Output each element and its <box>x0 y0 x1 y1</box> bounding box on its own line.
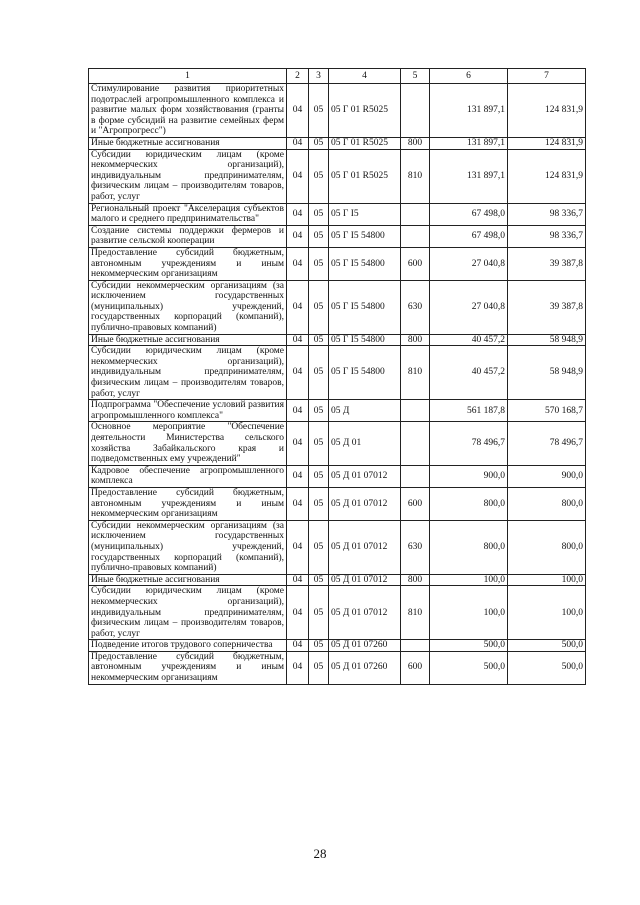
column-header-2: 2 <box>287 69 309 84</box>
row-amount-year-2: 500,0 <box>508 640 586 652</box>
column-header-7: 7 <box>508 69 586 84</box>
row-amount-year-1: 40 457,2 <box>430 346 508 400</box>
row-subsection: 05 <box>309 651 329 684</box>
table-body <box>89 84 586 685</box>
row-amount-year-1: 500,0 <box>430 640 508 652</box>
row-amount-year-2: 124 831,9 <box>508 137 586 149</box>
row-amount-year-1: 131 897,1 <box>430 137 508 149</box>
row-amount-year-1: 800,0 <box>430 487 508 520</box>
row-section: 04 <box>287 137 309 149</box>
row-section: 04 <box>287 225 309 247</box>
table-row <box>89 520 586 574</box>
row-expense-type: 810 <box>401 346 430 400</box>
row-name: Подведение итогов трудового соперничества <box>89 640 287 652</box>
row-amount-year-2: 39 387,8 <box>508 247 586 280</box>
row-target-article: 05 Д 01 07012 <box>329 487 401 520</box>
row-section: 04 <box>287 203 309 225</box>
column-header-4: 4 <box>329 69 401 84</box>
row-section: 04 <box>287 334 309 346</box>
row-amount-year-2: 98 336,7 <box>508 203 586 225</box>
row-amount-year-1: 27 040,8 <box>430 247 508 280</box>
row-name: Предоставление субсидий бюджетным, автономным учреждениям и иным некоммерческим организациям <box>89 487 287 520</box>
row-target-article: 05 Г I5 54800 <box>329 334 401 346</box>
table-row <box>89 586 586 640</box>
page-number: 28 <box>313 846 327 861</box>
row-amount-year-1: 900,0 <box>430 465 508 487</box>
row-name: Иные бюджетные ассигнования <box>89 334 287 346</box>
budget-table <box>88 68 586 685</box>
row-expense-type <box>401 84 430 138</box>
row-subsection: 05 <box>309 137 329 149</box>
column-header-6: 6 <box>430 69 508 84</box>
row-name: Кадровое обеспечение агропромышленного комплекса <box>89 465 287 487</box>
row-expense-type: 810 <box>401 149 430 203</box>
row-amount-year-2: 800,0 <box>508 487 586 520</box>
row-section: 04 <box>287 422 309 465</box>
row-target-article: 05 Д 01 <box>329 422 401 465</box>
row-expense-type: 600 <box>401 247 430 280</box>
row-target-article: 05 Д 01 07012 <box>329 586 401 640</box>
table-row <box>89 334 586 346</box>
row-target-article: 05 Г 01 R5025 <box>329 137 401 149</box>
row-amount-year-1: 78 496,7 <box>430 422 508 465</box>
column-header-3: 3 <box>309 69 329 84</box>
table-row <box>89 149 586 203</box>
table-row <box>89 247 586 280</box>
row-expense-type: 630 <box>401 520 430 574</box>
row-subsection: 05 <box>309 520 329 574</box>
row-subsection: 05 <box>309 84 329 138</box>
row-subsection: 05 <box>309 574 329 586</box>
row-expense-type <box>401 640 430 652</box>
row-name: Предоставление субсидий бюджетным, автономным учреждениям и иным некоммерческим организациям <box>89 247 287 280</box>
row-amount-year-1: 100,0 <box>430 574 508 586</box>
table-row <box>89 280 586 334</box>
row-name: Субсидии юридическим лицам (кроме некоммерческих организаций), индивидуальным предпринимателям, физическим лицам – производителям товаров, работ, услуг <box>89 149 287 203</box>
row-amount-year-1: 131 897,1 <box>430 84 508 138</box>
row-section: 04 <box>287 84 309 138</box>
row-subsection: 05 <box>309 346 329 400</box>
row-section: 04 <box>287 640 309 652</box>
row-amount-year-2: 100,0 <box>508 586 586 640</box>
table-row <box>89 400 586 422</box>
row-section: 04 <box>287 574 309 586</box>
row-target-article: 05 Г I5 54800 <box>329 247 401 280</box>
row-amount-year-2: 58 948,9 <box>508 334 586 346</box>
row-target-article: 05 Г I5 54800 <box>329 280 401 334</box>
column-header-1: 1 <box>89 69 287 84</box>
row-expense-type: 630 <box>401 280 430 334</box>
row-subsection: 05 <box>309 203 329 225</box>
column-header-5: 5 <box>401 69 430 84</box>
table-row <box>89 651 586 684</box>
table-row <box>89 225 586 247</box>
row-target-article: 05 Г 01 R5025 <box>329 84 401 138</box>
row-expense-type <box>401 465 430 487</box>
table-row <box>89 487 586 520</box>
row-amount-year-2: 58 948,9 <box>508 346 586 400</box>
row-name: Региональный проект "Акселерация субъектов малого и среднего предпринимательства" <box>89 203 287 225</box>
row-section: 04 <box>287 280 309 334</box>
row-name: Субсидии юридическим лицам (кроме некоммерческих организаций), индивидуальным предпринимателям, физическим лицам – производителям товаров, работ, услуг <box>89 346 287 400</box>
row-target-article: 05 Г I5 54800 <box>329 346 401 400</box>
row-expense-type <box>401 225 430 247</box>
row-subsection: 05 <box>309 247 329 280</box>
row-target-article: 05 Г I5 <box>329 203 401 225</box>
table-row <box>89 346 586 400</box>
table-row <box>89 84 586 138</box>
row-amount-year-1: 561 187,8 <box>430 400 508 422</box>
row-section: 04 <box>287 487 309 520</box>
row-target-article: 05 Д 01 07260 <box>329 651 401 684</box>
row-name: Субсидии юридическим лицам (кроме некоммерческих организаций), индивидуальным предпринимателям, физическим лицам – производителям товаров, работ, услуг <box>89 586 287 640</box>
row-subsection: 05 <box>309 400 329 422</box>
row-expense-type <box>401 400 430 422</box>
row-section: 04 <box>287 247 309 280</box>
row-name: Субсидии некоммерческим организациям (за исключением государственных (муниципальных) учреждений, государственных корпораций (компаний), публично-правовых компаний) <box>89 520 287 574</box>
row-expense-type: 600 <box>401 487 430 520</box>
row-name: Основное мероприятие "Обеспечение деятельности Министерства сельского хозяйства Забайкальского края и подведомственных ему учреждений" <box>89 422 287 465</box>
row-target-article: 05 Д <box>329 400 401 422</box>
row-amount-year-2: 570 168,7 <box>508 400 586 422</box>
row-subsection: 05 <box>309 334 329 346</box>
row-amount-year-2: 124 831,9 <box>508 84 586 138</box>
row-expense-type: 810 <box>401 586 430 640</box>
table-row <box>89 574 586 586</box>
row-name: Создание системы поддержки фермеров и развитие сельской кооперации <box>89 225 287 247</box>
row-amount-year-1: 67 498,0 <box>430 203 508 225</box>
row-section: 04 <box>287 651 309 684</box>
row-expense-type: 600 <box>401 651 430 684</box>
row-amount-year-2: 800,0 <box>508 520 586 574</box>
row-subsection: 05 <box>309 225 329 247</box>
row-subsection: 05 <box>309 586 329 640</box>
row-amount-year-1: 800,0 <box>430 520 508 574</box>
table-row <box>89 203 586 225</box>
row-name: Иные бюджетные ассигнования <box>89 137 287 149</box>
row-expense-type <box>401 203 430 225</box>
row-target-article: 05 Д 01 07012 <box>329 520 401 574</box>
row-amount-year-1: 40 457,2 <box>430 334 508 346</box>
table-row <box>89 137 586 149</box>
row-amount-year-2: 39 387,8 <box>508 280 586 334</box>
row-target-article: 05 Г 01 R5025 <box>329 149 401 203</box>
row-amount-year-1: 100,0 <box>430 586 508 640</box>
row-amount-year-2: 100,0 <box>508 574 586 586</box>
row-name: Субсидии некоммерческим организациям (за исключением государственных (муниципальных) учреждений, государственных корпораций (компаний), публично-правовых компаний) <box>89 280 287 334</box>
row-name: Предоставление субсидий бюджетным, автономным учреждениям и иным некоммерческим организациям <box>89 651 287 684</box>
row-section: 04 <box>287 586 309 640</box>
row-amount-year-2: 98 336,7 <box>508 225 586 247</box>
row-amount-year-1: 500,0 <box>430 651 508 684</box>
row-name: Подпрограмма "Обеспечение условий развития агропромышленного комплекса" <box>89 400 287 422</box>
row-name: Стимулирование развития приоритетных подотраслей агропромышленного комплекса и развитие малых форм хозяйствования (гранты в форме субсидий на развитие семейных ферм и "Агропрогресс") <box>89 84 287 138</box>
row-section: 04 <box>287 149 309 203</box>
row-amount-year-2: 500,0 <box>508 651 586 684</box>
table-row <box>89 422 586 465</box>
row-amount-year-2: 124 831,9 <box>508 149 586 203</box>
table-row <box>89 640 586 652</box>
row-target-article: 05 Г I5 54800 <box>329 225 401 247</box>
row-amount-year-1: 27 040,8 <box>430 280 508 334</box>
row-expense-type: 800 <box>401 574 430 586</box>
row-amount-year-1: 131 897,1 <box>430 149 508 203</box>
row-subsection: 05 <box>309 465 329 487</box>
row-amount-year-2: 900,0 <box>508 465 586 487</box>
row-section: 04 <box>287 520 309 574</box>
header-row <box>89 69 586 84</box>
row-subsection: 05 <box>309 422 329 465</box>
row-expense-type: 800 <box>401 137 430 149</box>
table-row <box>89 465 586 487</box>
row-target-article: 05 Д 01 07012 <box>329 574 401 586</box>
row-amount-year-2: 78 496,7 <box>508 422 586 465</box>
row-target-article: 05 Д 01 07260 <box>329 640 401 652</box>
row-subsection: 05 <box>309 487 329 520</box>
row-name: Иные бюджетные ассигнования <box>89 574 287 586</box>
row-expense-type <box>401 422 430 465</box>
row-section: 04 <box>287 346 309 400</box>
row-subsection: 05 <box>309 149 329 203</box>
row-subsection: 05 <box>309 280 329 334</box>
row-section: 04 <box>287 400 309 422</box>
row-amount-year-1: 67 498,0 <box>430 225 508 247</box>
row-section: 04 <box>287 465 309 487</box>
row-target-article: 05 Д 01 07012 <box>329 465 401 487</box>
row-subsection: 05 <box>309 640 329 652</box>
row-expense-type: 800 <box>401 334 430 346</box>
